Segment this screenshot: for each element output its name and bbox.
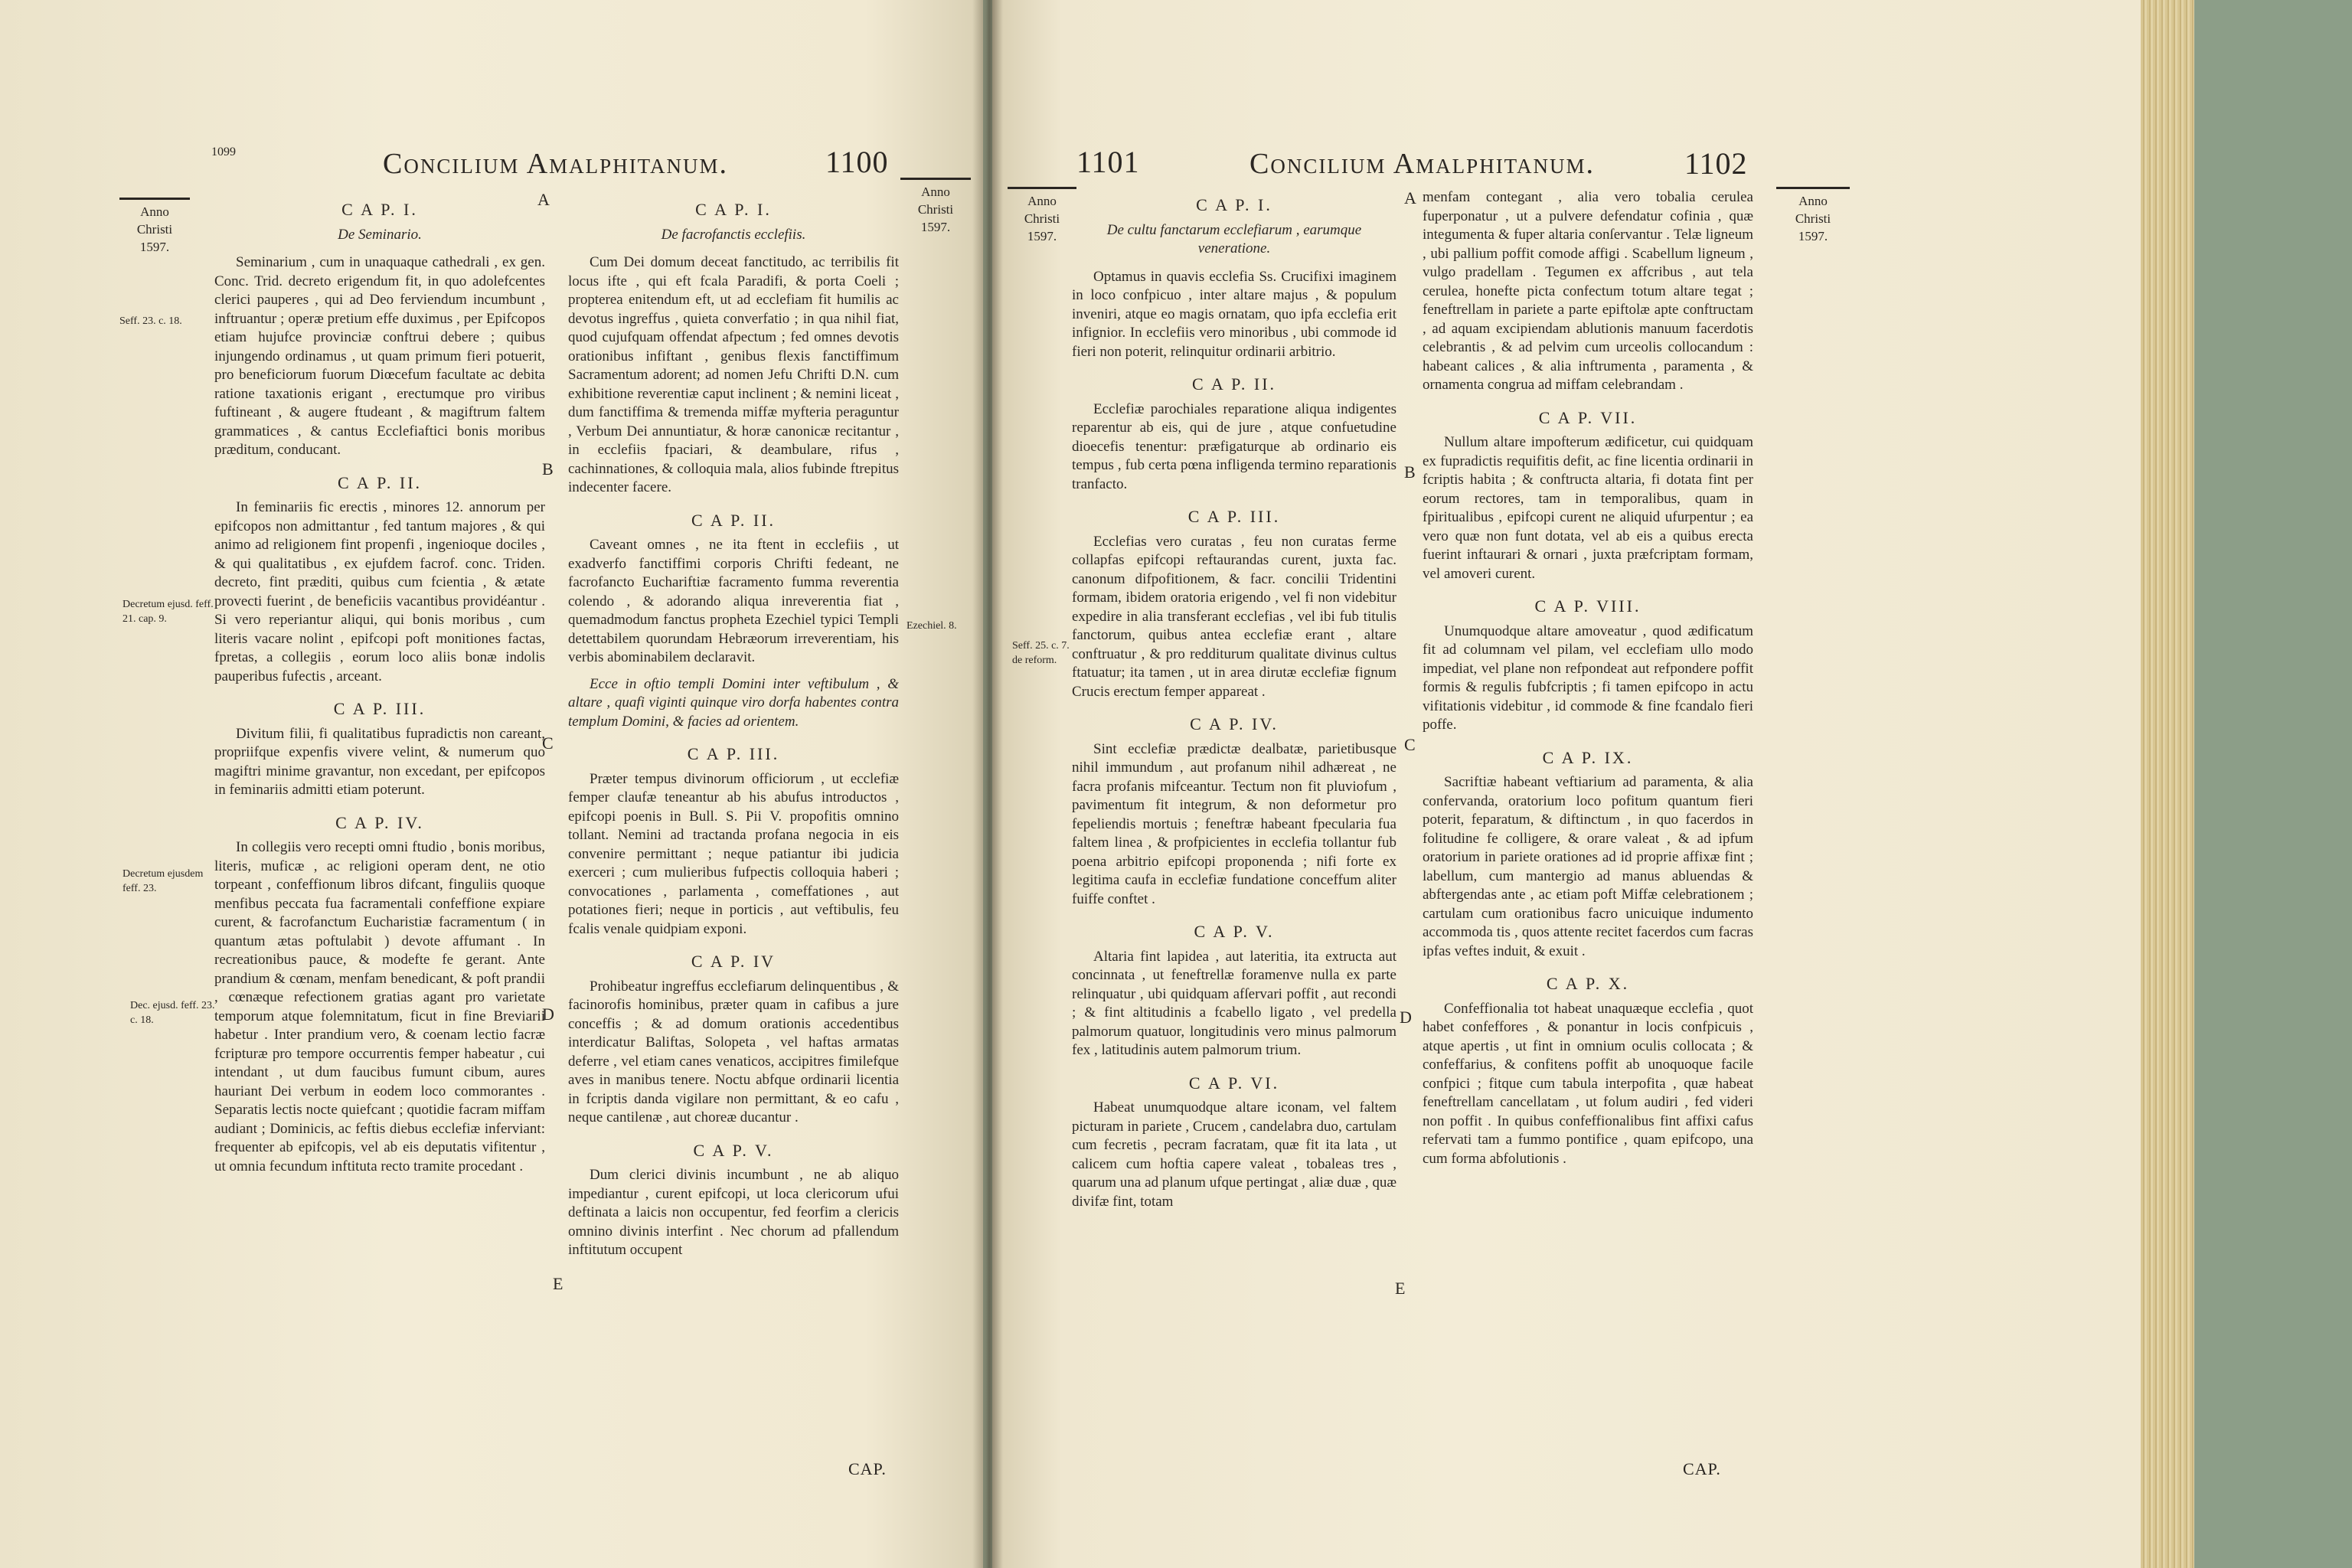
- paragraph: Optamus in quavis ecclefia Ss. Crucifixi imaginem in loco confpicuo , inter altare majus , & populum inveniri, atque eo magis ornatam, quo ipfa ecclefia erit infignior. In ecclefiis vero minoribus , ubi commode id fieri non poterit, relinquitur ordinarii arbitrio.: [1072, 268, 1396, 360]
- chapter-heading: C A P. I.: [1196, 195, 1272, 214]
- margin-ref: Decretum ejusdem feff. 23.: [122, 868, 204, 894]
- paragraph: Præter tempus divinorum officiorum , ut ecclefiæ femper claufæ teneantur ab his abufus introductos , epifcopi poenis in Bull. S. Pii V. propofitis omnino tollant. Nemini ad tractanda profana negocia in eis convenire permittant ; neque patiantur ibi judicia exerceri ; cum mulieribus fufpectis colloquia haberi ; convocationes , parlamenta , comeffationes , aut potationes fieri; neque in porticis , aut veftibulis, feu fcalis venale quidpiam exponi.: [568, 770, 899, 937]
- background-surface: [2194, 0, 2352, 1568]
- section-letter-c: C: [542, 733, 554, 753]
- section-letter-d: D: [542, 1004, 554, 1024]
- paragraph: In collegiis vero recepti omni ftudio , bonis moribus, literis, muficæ , ac religioni operam dent, ne otio torpeant , confeffionum libros difcant, finguliis quoque menfibus peccata fua facramentali confeffione expiare curent, & facrofanctum Eucharistiæ facramentum ( in quantum ætas poftulabit ) devote affumant . In recreationibus pauce, & modefte fe gerant. Ante prandium & cœnam, menfam benedicant, & poft prandii , cœnæque refectionem gratias agant pro varietate temporum atque folemnitatum, ficut in fine Breviarii habetur . Inter prandium vero, & coenam lectio facræ fcripturæ pro tempore occurrentis femper habeatur , cui intendant , ut dum faucibus fumunt cibum, aures hauriant Dei verbum in eodem loco commorantes . Separatis lectis nocte quiefcant ; quotidie facram miffam audiant ; Dominicis, ac feftis diebus ecclefiæ inferviant: frequenter ab epifcopis, vel ab eis deputatis vifitentur , ut omnia fecundum inftituta recto tramite procedant .: [214, 839, 545, 1174]
- section-letter-a: A: [537, 190, 550, 209]
- section-letter-b: B: [542, 459, 554, 479]
- paragraph: Ecclefias vero curatas , feu non curatas ferme collapfas epifcopi reftaurandas curent, juxta fac. canonum difpofitionem, & facr. concilii Tridentini formam, ibidem oratoria erigendo , vel fi non videbitur expedire in alia transferant ecclefias , vel ibi fub titulis fanctorum, quibus antea ecclefiæ erant , altare conftruatur , & pro redditurum qualitate divinus cultus ftatuatur; ita tamen , ut in area dirutæ ecclefiæ fignum Crucis erectum femper appareat .: [1072, 533, 1396, 700]
- chapter-heading: C A P. IV.: [1190, 714, 1279, 733]
- section-letter-e: E: [553, 1274, 564, 1293]
- anno-christi-note-left-inner: Anno Christi 1597.: [900, 178, 971, 236]
- running-title-left: Concilium Amalphitanum.: [383, 148, 729, 180]
- paragraph: Ecclefiæ parochiales reparatione aliqua indigentes reparentur ab eis, qui de jure , atque confuetudine dioecefis tenentur: præfigaturque ab ordinario eis tempus , fub certa pœna infligenda termino reparationis tranfacto.: [1072, 400, 1396, 492]
- paragraph: In feminariis fic erectis , minores 12. annorum per epifcopos non admittantur , fed tantum majores , & qui animo ad religionem fint propenfi , ingenioque dociles , & qui qualitatibus , ex ejufdem facrof. conc. Triden. decreto, fint præditi, quibus cum fcientia , & ætate provecti fuerint , de beneficiis vacantibus providéantur . Si vero reperiantur aliqui, qui bonis moribus , cum literis vacare nolint , epifcopi poft monitiones factas, fpretas, a collegiis , eorum loco aliis bonæ indolis pauperibus fufectis , arceant.: [214, 499, 545, 684]
- section-letter-d: D: [1400, 1008, 1412, 1027]
- margin-ref: Decretum ejusd. feff. 21. cap. 9.: [122, 599, 214, 625]
- chapter-subtitle: De cultu fanctarum ecclefiarum , earumque veneratione.: [1106, 221, 1362, 256]
- paragraph: Dum clerici divinis incumbunt , ne ab aliquo impediantur , curent epifcopi, ut loca clericorum ufui deftinata a laicis non occupentur, fed feorfim a clericis omnino divinis interfint . Nec chorum ad pfallendum inftitutum occupent: [568, 1167, 899, 1258]
- margin-ref: Dec. ejusd. feff. 23. c. 18.: [130, 1000, 215, 1026]
- page-edges: [2141, 0, 2194, 1568]
- paragraph: Divitum filii, fi qualitatibus fupradictis non careant, propriifque expenfis vivere velint, & numerum quo magiftri minime gravantur, non excedant, per epifcopos in feminariis admitti etiam poterunt.: [214, 725, 545, 798]
- section-letter-e: E: [1395, 1279, 1406, 1298]
- book-gutter: [972, 0, 1003, 1568]
- chapter-heading: C A P. VIII.: [1534, 596, 1642, 616]
- right-column-1: [1072, 196, 1396, 1219]
- chapter-heading: C A P. II.: [691, 510, 776, 530]
- chapter-heading: C A P. V.: [693, 1140, 774, 1160]
- left-column-2: [568, 201, 899, 1268]
- right-column-2: [1423, 188, 1753, 1176]
- paragraph: Seminarium , cum in unaquaque cathedrali , ex gen. Conc. Trid. decreto erigendum fit, in quo adolefcentes clerici pauperes , qui ad Deo ferviendum incumbunt , inftruantur ; operæ pretium effe duximus , per Epifcopos etiam hujufce provinciæ conftrui debere ; quibus injungendo ordinamus , ut quam primum fieri potuerit, pro beneficiorum fuorum Diœcefum facultate ac debita ratione taxationis erigant , erectumque pro viribus fuftineant , & augere ftudeant , & magiftrum faltem grammatices , & cantus Ecclefiaftici bonis moribus præditum, conducant.: [214, 254, 545, 458]
- chapter-heading: C A P. II.: [1191, 374, 1277, 394]
- chapter-heading: C A P. III.: [1187, 507, 1281, 526]
- paragraph: Sint ecclefiæ prædictæ dealbatæ, parietibusque nihil immundum , aut profanum nihil adhæreat , ne facra profanis mifceantur. Tectum non fit pluviofum , pavimentum fit integrum, & non deformetur pro fepeliendis mortuis ; feneftræ habeant fpecularia fua faltem linea , & profpicientes in ecclefia tollantur fub poena arbitrio epifcopi proponenda ; nifi forte ex legitima caufa in ecclefiæ fundatione conceffum aliter fuiffe conftet .: [1072, 740, 1396, 907]
- section-letter-b: B: [1404, 462, 1416, 482]
- chapter-heading: C A P. III.: [687, 744, 780, 763]
- chapter-heading: C A P. VI.: [1188, 1073, 1280, 1093]
- chapter-heading: C A P. I.: [695, 200, 772, 219]
- paragraph: Nullum altare impofterum ædificetur, cui quidquam ex fupradictis requifitis defit, ac fine licentia ordinarii in fcriptis habita ; & conftructa altaria, fi dotata fint per eorum rectores, tam in temporalibus, quam in fpiritualibus , epifcopi curent ne aliquid ufurpentur ; ea vero quæ non funt dotata, vel ab eis a quibus erecta fuerint inftaurari & ornari , juxta præfcriptam formam, vel amoveri curent.: [1423, 434, 1753, 582]
- chapter-subtitle: De Seminario.: [338, 226, 422, 243]
- chapter-heading: C A P. III.: [333, 699, 426, 718]
- page-number-1101: 1101: [1076, 145, 1140, 179]
- chapter-heading: C A P. IV.: [335, 812, 424, 832]
- paragraph: Prohibeatur ingreffus ecclefiarum delinquentibus , & facinorofis hominibus, præter quam in cafibus a jure conceffis ; & ad domum orationis accedentibus interdicatur Baliftas, Solopeta , vel haftas armatas deferre , vel etiam canes venaticos, accipitres fimilefque aves in manibus tenere. Noctu abfque ordinarii licentia in fcriptis danda vigilare non permittant, & eo cafu , neque cantilenæ , aut choreæ ducantur .: [568, 978, 899, 1125]
- running-title-right: Concilium Amalphitanum.: [1250, 148, 1596, 180]
- paragraph: menfam contegant , alia vero tobalia cerulea fuperponatur , ut a pulvere defendatur cofinia , quæ integumenta & fuper altaria conſervantur . Telæ ligneum , ubi pallium poffit comode affigi . Scabellum ligneum , vulgo pradellam . Tegumen ex affcribus , aut tela cerulea, honefte picta confectum totum altare tegat ; feneftrellam in pariete a parte epiftolæ apte conftructam , ad aquam excipiendam ablutionis manuum facerdotis celebrantis , & ad pelvim cum urceolis collocandum : habeant calices , & alia inftrumenta , paramenta , & ornamenta congrua ad miffam celebrandam .: [1423, 189, 1753, 393]
- paragraph: Altaria fint lapidea , aut lateritia, ita extructa aut concinnata , ut feneftrellæ foramenve nulla ex parte relinquatur , ubi quidquam afſervari poffit , aut recondi ; & fint altitudinis a fcabello ligato , vel predella palmorum quatuor, longitudinis vero minus palmorum fex , latitudinis autem palmorum trium.: [1072, 948, 1396, 1058]
- left-column-1: [214, 201, 545, 1184]
- left-page: [0, 0, 983, 1568]
- anno-christi-note-left: Anno Christi 1597.: [119, 198, 190, 256]
- margin-ref: Seff. 25. c. 7. de reform.: [1012, 640, 1070, 666]
- margin-ref: Seff. 23. c. 18.: [119, 315, 182, 327]
- catchword-left: CAP.: [848, 1459, 887, 1478]
- anno-christi-note-right-inner: Anno Christi 1597.: [1008, 187, 1076, 245]
- chapter-heading: C A P. X.: [1546, 974, 1630, 993]
- paragraph: Habeat unumquodque altare iconam, vel faltem picturam in pariete , Crucem , candelabra duo, cartulam cum fecretis , pecram facratam, quæ fit ita lata , ut calicem cum hoftia capere valeat , tobaleas tres , quarum una ad planum ufque pertingat , aliæ duæ , quæ divifæ fint, totam: [1072, 1099, 1396, 1210]
- page-number-1100: 1100: [825, 145, 889, 179]
- chapter-heading: C A P. II.: [337, 472, 423, 492]
- page-number-1102: 1102: [1684, 146, 1748, 181]
- paragraph: Sacriftiæ habeant veftiarium ad paramenta, & alia confervanda, oratorium loco pofitum quantum fieri poterit, feparatum, & diftinctum , in quo facerdos in folitudine fe colligere, & orare valeat , & ad ipfum oratorium in pariete orationes ad id proprie affixæ fint ; labellum, cum mantergio ad manus abluendas & abftergendas ante , ac etiam poft Miffæ celebrationem ; cartulam cum orationibus facro unicuique indumento accommoda tis , quos attente recitet facerdos cum facras ipfas veftes induit, & exuit .: [1423, 774, 1753, 959]
- paragraph: Cum Dei domum deceat fanctitudo, ac terribilis fit locus ifte , qui eft fcala Paradifi, & porta Coeli ; propterea enitendum eft, ut ad ecclefiam fit humilis ac devotus ingreffus , quieta converfatio ; in qua nihil fiat, quod cujufquam offendat afpectum ; fed omnes devotis orationibus infiftant , genibus flexis fanctiffimum Sacramentum adorent; ad nomen Jefu Chrifti D.N. cum exhibitione reverentiæ caput inclinent ; & nemini liceat , dum fanctiffima & tremenda miffæ myfteria peraguntur , Verbum Dei annuntiatur, & horæ canonicæ recitantur , in ecclefiis fpaciari, & deambulare, rifus , cachinnationes, & colloquia mala, alios fubinde ftrepitus indecenter facere.: [568, 254, 899, 495]
- paragraph: Caveant omnes , ne ita ftent in ecclefiis , ut exadverfo fanctiffimi corporis Chrifti fedeant, ne facrofancto Euchariftiæ facramento fumma reverentia colendo , & adorando aliqua inreverentia fiat , quemadmodum fanctus propheta Ezechiel typici Templi detettabilem quorundam Hebræorum irreverentiam, his verbis abominabilem declaravit.: [568, 537, 899, 665]
- paragraph: Unumquodque altare amoveatur , quod ædificatum fit ad columnam vel pilam, vel ecclefiam ullo modo impediat, vel plane non refpondeat aut refpondere poffit formis & regulis fubfcriptis ; fi tamen epifcopo in actu vifitationis videbitur , id commode & fine fcandalo fieri poffe.: [1423, 622, 1753, 733]
- anno-christi-note-right: Anno Christi 1597.: [1776, 187, 1850, 245]
- scripture-quote: Ecce in oftio templi Domini inter veftibulum , & altare , quafi viginti quinque viro dorfa habentes contra templum Domini, & facies ad orientem.: [568, 675, 899, 730]
- chapter-heading: C A P. IX.: [1542, 747, 1634, 767]
- chapter-heading: C A P. I.: [341, 200, 418, 219]
- margin-ref: Ezechiel. 8.: [906, 620, 957, 632]
- section-letter-a: A: [1404, 188, 1416, 207]
- catchword-right: CAP.: [1683, 1459, 1721, 1478]
- chapter-heading: C A P. VII.: [1538, 407, 1638, 427]
- chapter-heading: C A P. V.: [1194, 922, 1275, 941]
- page-number-1099: 1099: [211, 145, 236, 158]
- section-letter-c: C: [1404, 735, 1416, 754]
- right-page: [992, 0, 2141, 1568]
- chapter-heading: C A P. IV: [691, 952, 776, 971]
- chapter-subtitle: De facrofanctis ecclefiis.: [661, 226, 806, 243]
- paragraph: Confeffionalia tot habeat unaquæque ecclefia , quot habet confeffores , & ponantur in locis confpicuis , atque apertis , ut fint in omnium oculis collocata ; & confeffarius, & confitens poffit ab unoquoque facile confpici ; fitque cum tabula interpofita , quæ habeat feneftrellam cancellatam , ut folum audiri , fed videri non poffit . In quibus confeffionalibus fint affixi cafus refervati tam a fummo pontifice , quam epifcopo, una cum forma abfolutionis .: [1423, 1000, 1753, 1167]
